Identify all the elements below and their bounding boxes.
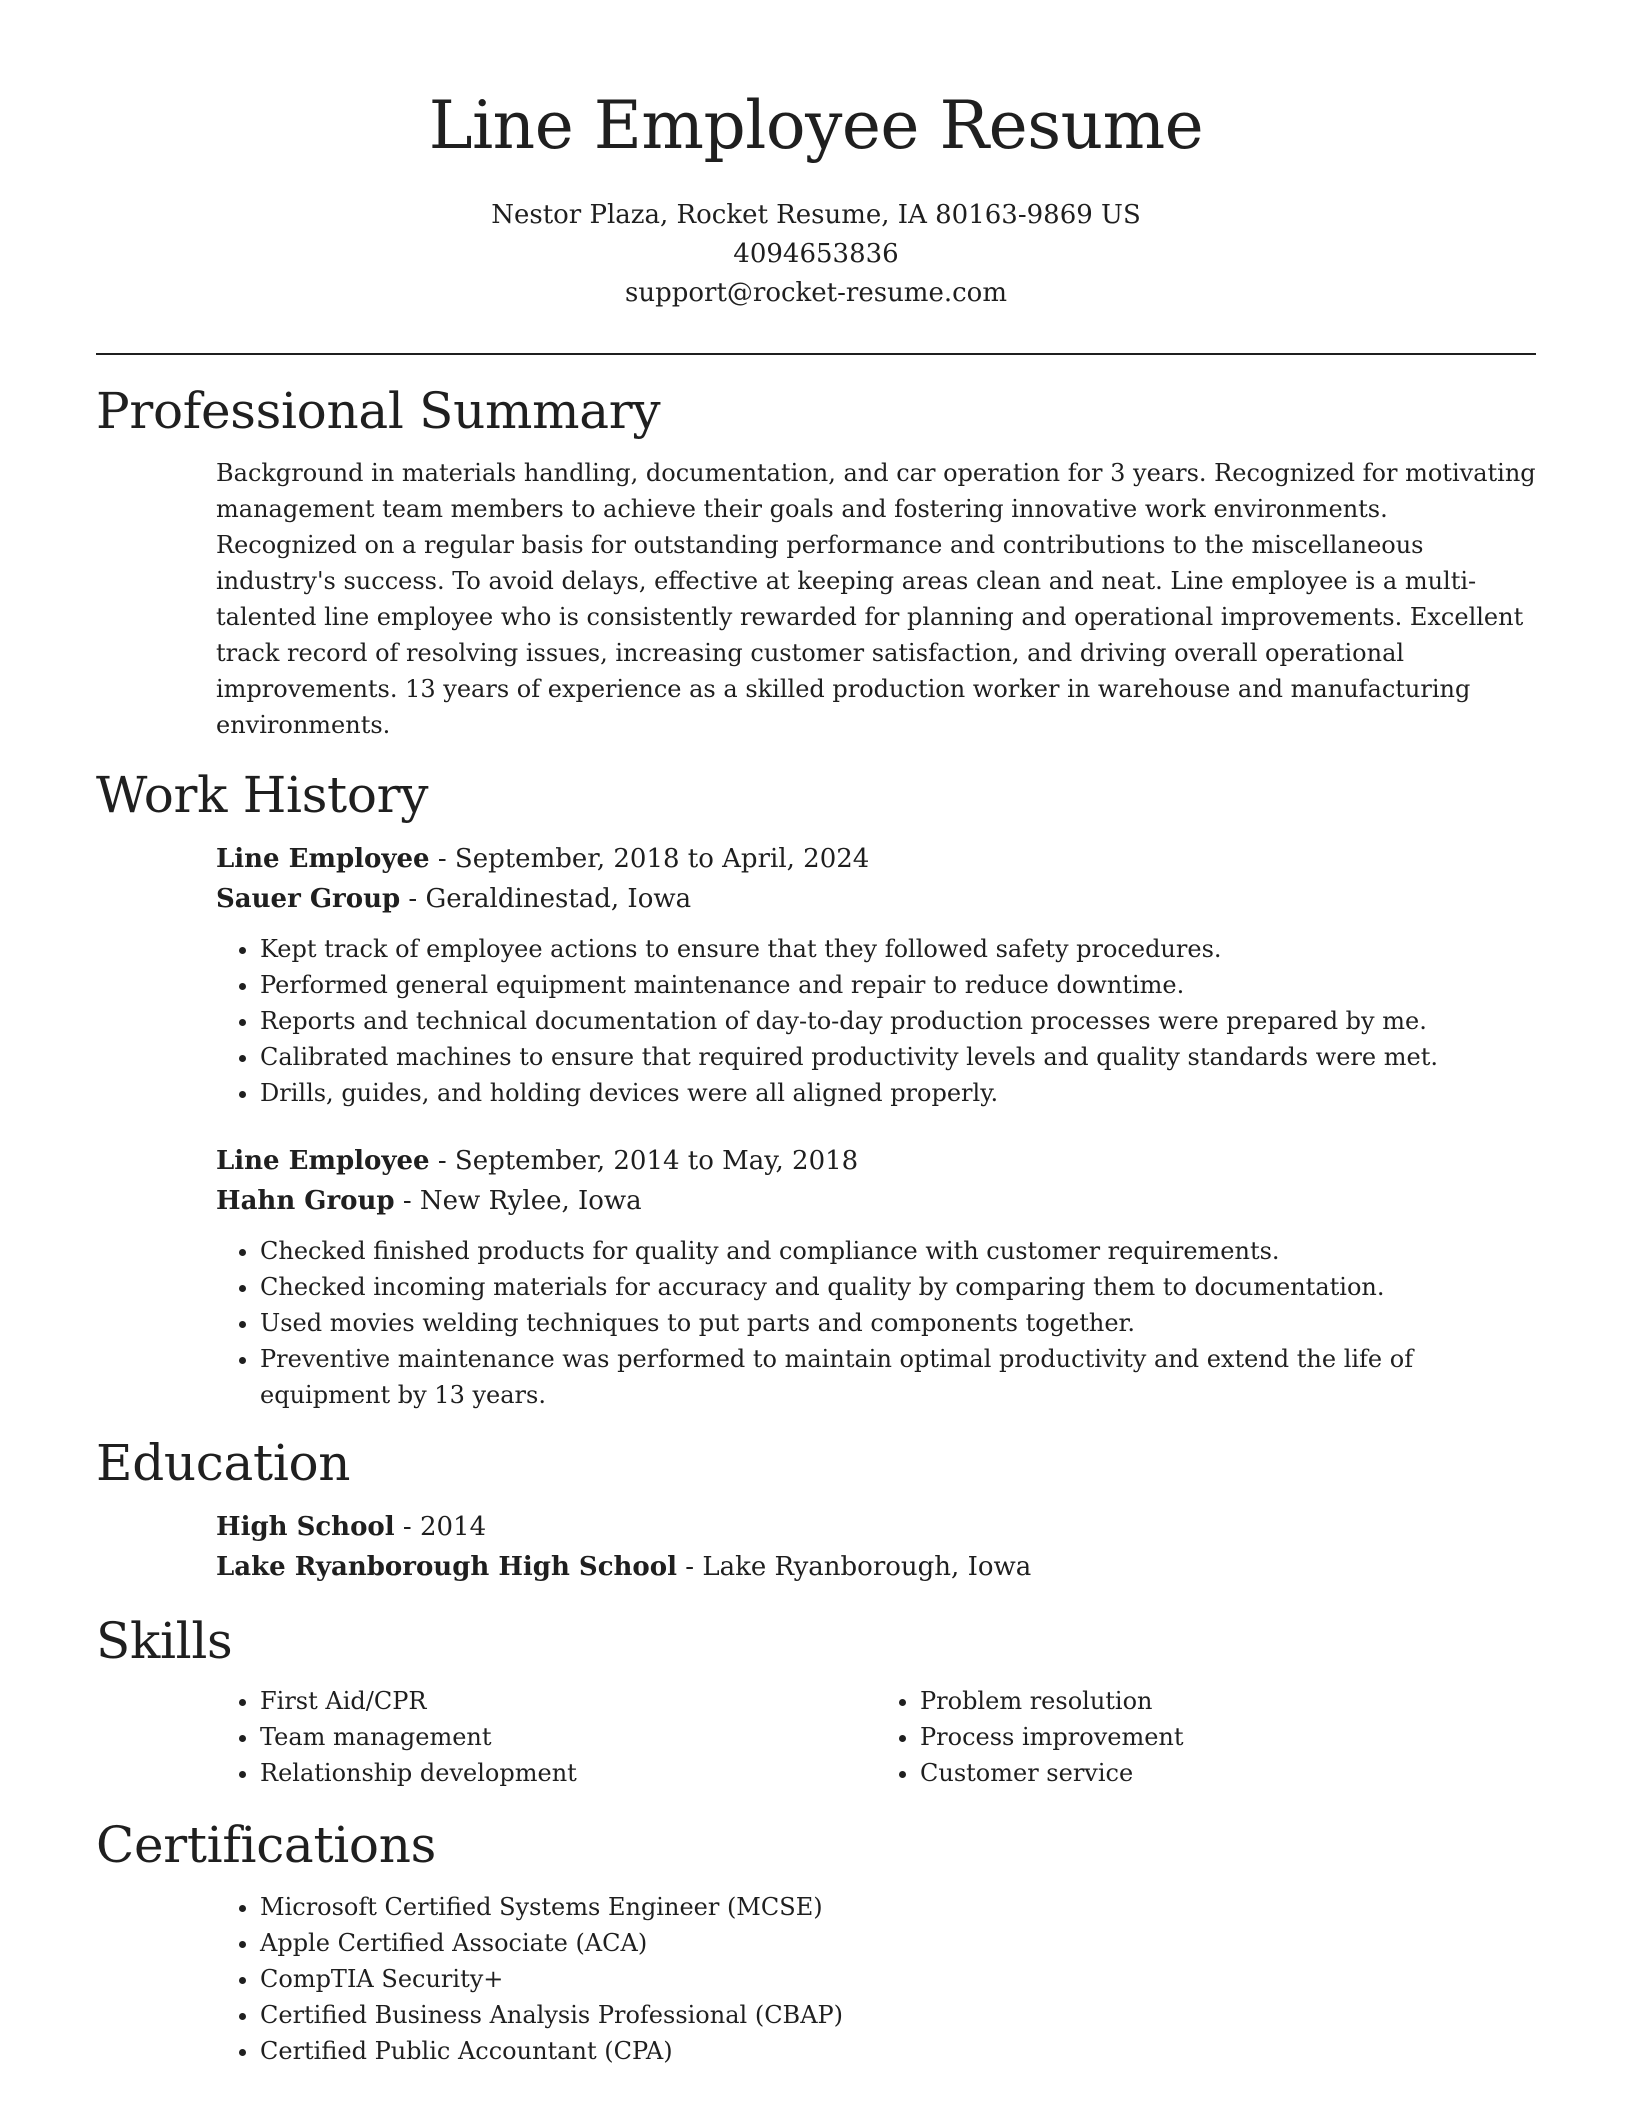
job-title: Line Employee — [216, 844, 430, 874]
education-heading: Education — [96, 1434, 351, 1492]
work-history-section — [96, 763, 1536, 1413]
summary-section — [96, 379, 1536, 743]
job-company-line — [216, 1181, 1536, 1221]
skills-heading: Skills — [96, 1612, 233, 1670]
job-company: Hahn Group — [216, 1186, 395, 1216]
job-title-line — [216, 839, 1536, 879]
job-bullets — [216, 1233, 1536, 1413]
job-company: Sauer Group — [216, 884, 401, 914]
job-dates: - September, 2014 to May, 2018 — [429, 1146, 859, 1176]
job-company-line — [216, 879, 1536, 919]
job-bullet: • Performed general equipment maintenance and repair to reduce downtime. — [260, 967, 1536, 1003]
certification-item: • Certified Public Accountant (CPA) — [260, 2033, 1536, 2069]
skill-item: • First Aid/CPR — [260, 1683, 876, 1719]
skills-list-right — [876, 1683, 1536, 1791]
education-degree: High School — [216, 1512, 395, 1542]
education-school: Lake Ryanborough High School — [216, 1552, 677, 1582]
certifications-list — [216, 1889, 1536, 2069]
certifications-body — [96, 1889, 1536, 2069]
work-history-heading: Work History — [96, 766, 429, 824]
job-bullets — [216, 931, 1536, 1111]
job-bullet: • Checked finished products for quality and compliance with customer requirements. — [260, 1233, 1536, 1269]
certification-item: • Certified Business Analysis Professional (CBAP) — [260, 1997, 1536, 2033]
job-bullet: • Calibrated machines to ensure that required productivity levels and quality standards were met. — [260, 1039, 1536, 1075]
job-entry — [216, 839, 1536, 1111]
contact-phone: 4094653836 — [733, 239, 899, 269]
resume-header — [96, 0, 1536, 313]
job-bullet: • Used movies welding techniques to put parts and components together. — [260, 1305, 1536, 1341]
job-bullet: • Checked incoming materials for accuracy and quality by comparing them to documentation. — [260, 1269, 1536, 1305]
education-location: - Lake Ryanborough, Iowa — [677, 1552, 1032, 1582]
skill-item: • Team management — [260, 1719, 876, 1755]
contact-address: Nestor Plaza, Rocket Resume, IA 80163-9869 US — [491, 200, 1141, 230]
contact-email: support@rocket-resume.com — [624, 278, 1007, 308]
job-location: - Geraldinestad, Iowa — [400, 884, 692, 914]
skills-grid — [216, 1683, 1536, 1791]
summary-text: Background in materials handling, documentation, and car operation for 3 years. Recognized for motivating management team members to achieve their goals and fostering innovative work environments. Recognized on a regular basis for outstanding performance and contributions to the miscellaneous industry's success. To avoid delays, effective at keeping areas clean and neat. Line employee is a multi-talented line employee who is consistently rewarded for planning and operational improvements. Excellent track record of resolving issues, increasing customer satisfaction, and driving overall operational improvements. 13 years of experience as a skilled production worker in warehouse and manufacturing environments. — [216, 459, 1536, 739]
skill-item: • Relationship development — [260, 1755, 876, 1791]
skill-item: • Process improvement — [920, 1719, 1536, 1755]
summary-heading: Professional Summary — [96, 382, 661, 440]
job-location: - New Rylee, Iowa — [394, 1186, 642, 1216]
education-body — [96, 1507, 1536, 1587]
certification-item: • Apple Certified Associate (ACA) — [260, 1925, 1536, 1961]
job-bullet: • Drills, guides, and holding devices were all aligned properly. — [260, 1075, 1536, 1111]
skill-item: • Customer service — [920, 1755, 1536, 1791]
contact-info — [96, 196, 1536, 313]
education-year: - 2014 — [394, 1512, 487, 1542]
job-dates: - September, 2018 to April, 2024 — [429, 844, 870, 874]
certifications-section — [96, 1813, 1536, 2069]
education-section — [96, 1431, 1536, 1587]
job-bullet: • Preventive maintenance was performed to maintain optimal productivity and extend the life of equipment by 13 years. — [260, 1341, 1536, 1413]
job-entry — [216, 1141, 1536, 1413]
job-title: Line Employee — [216, 1146, 430, 1176]
job-title-line — [216, 1141, 1536, 1181]
header-divider — [96, 353, 1536, 355]
certifications-heading: Certifications — [96, 1816, 436, 1874]
skills-body — [96, 1683, 1536, 1791]
job-bullet: • Reports and technical documentation of day-to-day production processes were prepared by me. — [260, 1003, 1536, 1039]
work-history-body — [96, 839, 1536, 1413]
skill-item: • Problem resolution — [920, 1683, 1536, 1719]
skills-section — [96, 1609, 1536, 1791]
education-degree-line — [216, 1507, 1536, 1547]
resume-title: Line Employee Resume — [428, 87, 1204, 164]
education-school-line — [216, 1547, 1536, 1587]
certification-item: • CompTIA Security+ — [260, 1961, 1536, 1997]
certification-item: • Microsoft Certified Systems Engineer (MCSE) — [260, 1889, 1536, 1925]
skills-list-left — [216, 1683, 876, 1791]
summary-body — [96, 455, 1536, 743]
job-bullet: • Kept track of employee actions to ensure that they followed safety procedures. — [260, 931, 1536, 967]
